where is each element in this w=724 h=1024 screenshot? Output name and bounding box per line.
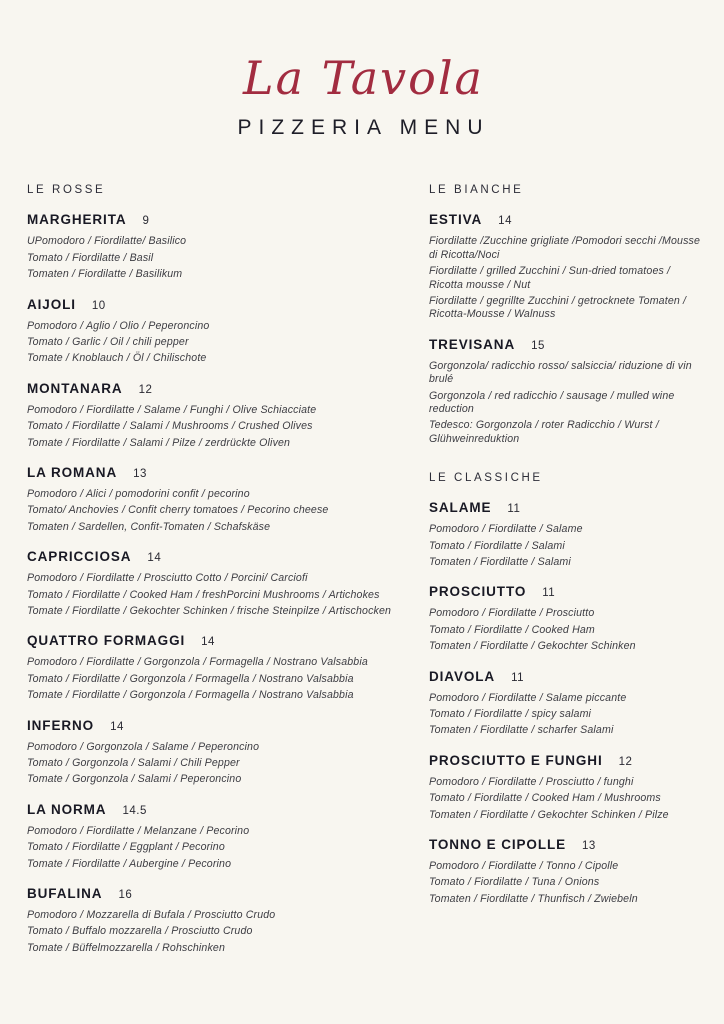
item-price: 13 [582,840,596,853]
item-name: LA NORMA [27,801,107,817]
item-description: Pomodoro / Fiordilatte / Tonno / Cipolle [429,860,619,873]
item-name: MARGHERITA [27,212,127,228]
item-description: Pomodoro / Aglio / Olio / Peperoncino [27,319,210,332]
item-head [429,753,700,768]
item-description: Tomate / Gorgonzola / Salami / Peperoncino [27,773,242,786]
item-price: 15 [531,339,545,352]
item-description: Tedesco: Gorgonzola / roter Radicchio / Wurst / Glühweinreduktion [429,419,659,445]
item-description: Pomodoro / Fiordilatte / Prosciutto / funghi [429,775,634,788]
item-head [27,886,399,901]
item-description: Tomato / Fiordilatte / Tuna / Onions [429,876,600,889]
menu-item [429,500,700,569]
item-name: DIAVOLA [429,668,496,684]
item-price: 12 [618,755,633,768]
menu-column-left [27,184,399,977]
item-description: Pomodoro / Mozzarella di Bufala / Prosciutto Crudo [27,909,276,922]
menu-item [429,837,700,906]
item-description: Tomato / Buffalo mozzarella / Prosciutto Crudo [27,925,253,938]
item-description: Tomate / Fiordilatte / Salami / Pilze / zerdrückte Oliven [27,436,291,449]
item-description: Tomato / Fiordilatte / Basil [27,251,154,264]
menu-item [429,753,700,822]
item-description: Tomato / Fiordilatte / Cooked Ham / freshPorcini Mushrooms / Artichokes [27,588,380,601]
item-head [27,802,399,817]
item-description: Tomato / Fiordilatte / spicy salami [429,708,592,721]
item-head [429,837,700,852]
item-description: Tomaten / Fiordilatte / Basilikum [27,268,183,281]
item-head [27,381,399,396]
item-price: 14 [110,720,124,733]
item-description: Tomato / Fiordilatte / Salami [429,539,565,552]
item-description: Tomaten / Fiordilatte / scharfer Salami [429,724,614,737]
item-description: Fiordilatte / gegrillte Zucchini / getrocknete Tomaten / Ricotta-Mousse / Walnuss [429,294,687,321]
item-price: 13 [133,467,147,480]
item-price: 16 [118,889,133,902]
item-description: Tomato / Fiordilatte / Eggplant / Pecorino [27,841,225,854]
item-description: Pomodoro / Gorgonzola / Salame / Peperoncino [27,740,260,753]
item-price: 11 [507,503,521,516]
item-description: UPomodoro / Fiordilatte/ Basilico [27,235,187,248]
item-description: Fiordilatte /Zucchine grigliate /Pomodori secchi /Mousse di Ricotta/Noci [429,235,701,261]
item-description: Tomato / Fiordilatte / Cooked Ham / Mushrooms [429,792,661,805]
item-description: Tomato / Garlic / Oil / chili pepper [27,335,189,348]
menu-item [429,584,700,653]
item-head [429,212,700,227]
restaurant-name: La Tavola [243,51,484,105]
item-head [27,465,399,480]
menu-item [27,802,399,871]
menu-item [27,297,399,366]
item-description: Tomate / Fiordilatte / Aubergine / Pecorino [27,857,232,870]
menu-subtitle: PIZZERIA MENU [237,116,490,140]
item-description: Pomodoro / Fiordilatte / Gorgonzola / Formagella / Nostrano Valsabbia [27,656,368,669]
menu-item [27,549,399,618]
menu-item [429,337,700,446]
item-description: Tomate / Knoblauch / Öl / Chilischote [27,352,207,365]
item-description: Tomato / Gorgonzola / Salami / Chili Pepper [27,757,240,770]
menu-column-right [429,184,700,928]
item-description: Pomodoro / Fiordilatte / Salame [429,523,583,536]
item-price: 11 [511,671,525,684]
menu-columns [27,184,700,977]
item-description: Tomaten / Fiordilatte / Gekochter Schinken / Pilze [429,808,669,821]
item-description: Pomodoro / Fiordilatte / Prosciutto [429,607,595,620]
item-head [429,584,700,599]
item-description: Tomate / Büffelmozzarella / Rohschinken [27,941,226,954]
item-description: Gorgonzola / red radicchio / sausage / mulled wine reduction [429,389,675,415]
item-name: INFERNO [27,717,95,733]
item-name: AIJOLI [27,296,76,312]
item-head [429,337,700,352]
item-head [27,718,399,733]
item-price: 14 [498,215,512,228]
item-description: Pomodoro / Fiordilatte / Melanzane / Pecorino [27,824,250,837]
item-description: Tomaten / Fiordilatte / Thunfisch / Zwiebeln [429,892,638,905]
item-price: 14 [201,636,215,649]
item-name: LA ROMANA [27,464,118,480]
item-description: Pomodoro / Fiordilatte / Prosciutto Cotto / Porcini/ Carciofi [27,572,308,585]
item-price: 11 [542,587,556,600]
menu-item [429,212,700,321]
section-heading: LE ROSSE [27,184,106,197]
item-name: TONNO E CIPOLLE [429,837,567,853]
item-name: PROSCIUTTO E FUNGHI [429,752,603,768]
item-description: Fiordilatte / grilled Zucchini / Sun-dried tomatoes / Ricotta mousse / Nut [429,265,671,291]
item-name: TREVISANA [429,336,516,352]
item-head [27,297,399,312]
item-description: Tomate / Fiordilatte / Gekochter Schinken / frische Steinpilze / Artischocken [27,604,392,617]
item-head [27,549,399,564]
menu-item [27,718,399,787]
item-head [429,500,700,515]
item-name: ESTIVA [429,212,483,228]
item-description: Tomato / Fiordilatte / Salami / Mushrooms / Crushed Olives [27,420,313,433]
item-price: 10 [91,299,106,312]
item-name: BUFALINA [27,886,103,902]
item-description: Tomaten / Sardellen, Confit-Tomaten / Schafskäse [27,520,271,533]
item-description: Pomodoro / Alici / pomodorini confit / pecorino [27,487,250,500]
section-heading: LE CLASSICHE [429,472,543,485]
item-description: Tomato / Fiordilatte / Cooked Ham [429,623,595,636]
item-description: Tomate / Fiordilatte / Gorgonzola / Formagella / Nostrano Valsabbia [27,689,354,702]
item-head [429,669,700,684]
item-name: QUATTRO FORMAGGI [27,633,186,649]
item-description: Gorgonzola/ radicchio rosso/ salsiccia/ riduzione di vin brulé [429,359,692,386]
menu-item [27,465,399,534]
item-name: PROSCIUTTO [429,584,527,600]
section-heading: LE BIANCHE [429,184,524,197]
item-head [27,212,399,227]
menu-item [429,669,700,738]
item-price: 9 [142,215,150,228]
item-description: Pomodoro / Fiordilatte / Salame / Funghi / Olive Schiacciate [27,403,317,416]
item-price: 14 [147,552,162,565]
item-description: Tomato / Fiordilatte / Gorgonzola / Formagella / Nostrano Valsabbia [27,672,354,685]
item-description: Tomato/ Anchovies / Confit cherry tomatoes / Pecorino cheese [27,504,329,517]
item-price: 12 [138,383,153,396]
item-name: SALAME [429,500,492,516]
item-head [27,633,399,648]
item-name: MONTANARA [27,380,123,396]
menu-item [27,381,399,450]
menu-item [27,212,399,281]
menu-item [27,886,399,955]
menu-item [27,633,399,702]
item-description: Tomaten / Fiordilatte / Gekochter Schinken [429,640,636,653]
item-price: 14.5 [122,804,147,817]
menu-header [27,51,700,140]
item-description: Pomodoro / Fiordilatte / Salame piccante [429,691,627,704]
item-description: Tomaten / Fiordilatte / Salami [429,555,571,568]
item-name: CAPRICCIOSA [27,549,132,565]
